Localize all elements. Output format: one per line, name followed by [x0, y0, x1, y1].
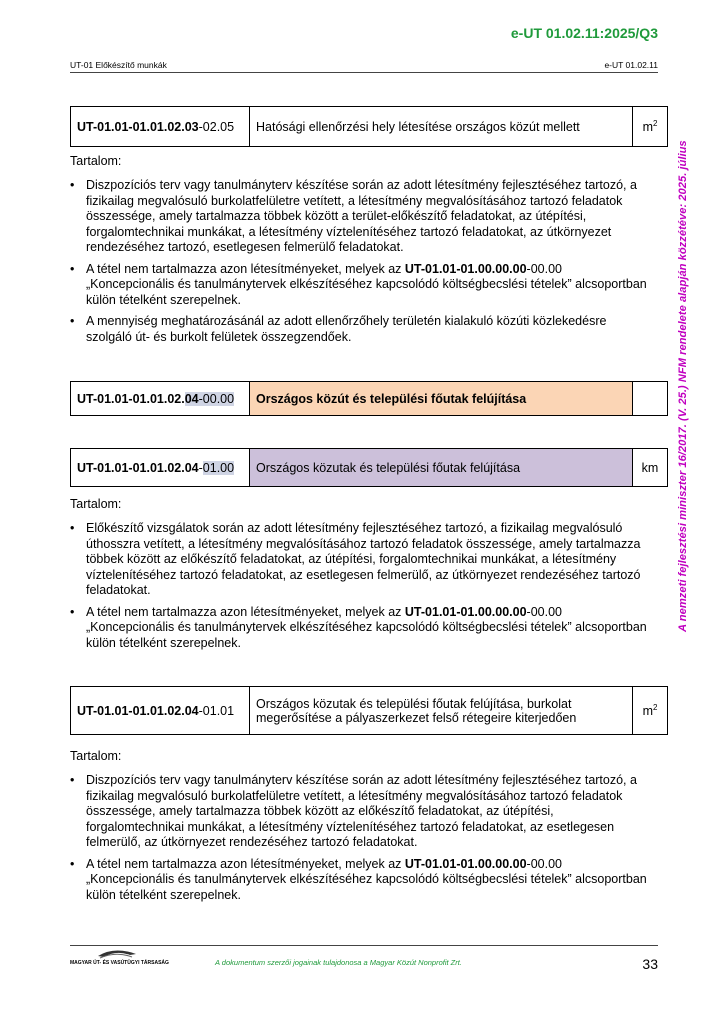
list-item: • A mennyiség meghatározásánál az adott ellenőrzőhely területén kialakuló közúti közlekedésre szolgáló út- és burkolt felületek összegzendőek.: [70, 314, 607, 344]
item-unit: $m^2$: [633, 107, 668, 147]
logo-mark-icon: [70, 947, 162, 971]
item-table-1: [70, 106, 668, 147]
item-table-2: [70, 381, 668, 416]
item-1-bullets: [70, 178, 650, 351]
item-code: UT-01.01-01.01.02.03-02.05: [71, 107, 250, 147]
header-divider: [70, 72, 658, 73]
item-unit: $m^2$: [633, 687, 668, 735]
item-code: UT-01.01-01.01.02.04-01.01: [71, 687, 250, 735]
list-item: • A tétel nem tartalmazza azon létesítményeket, melyek az UT-01.01-01.00.00.00-00.00 „Koncepcionális és tanulmánytervek elkészítéséhez kapcsolódó költségbecslési tételek” alcsoportban külön tételként szerepelnek.: [70, 604, 647, 650]
item-table-3: [70, 448, 668, 487]
doc-reference: e-UT 01.02.11: [604, 60, 658, 70]
item-title: Hatósági ellenőrzési hely létesítése országos közút mellett: [250, 107, 633, 147]
list-item: • A tétel nem tartalmazza azon létesítményeket, melyek az UT-01.01-01.00.00.00-00.00 „Koncepcionális és tanulmánytervek elkészítéséhez kapcsolódó költségbecslési tételek” alcsoportban külön tételként szerepelnek.: [70, 856, 647, 902]
list-item: • Előkészítő vizsgálatok során az adott létesítmény fejlesztéséhez tartozó, a fizikailag megvalósuló úthosszra vetített, a létesítmény megvalósításához tartozó feladatok összessége, amely tartalmazza többek között az előkészítő feladatokat, az útépítési, forgalomtechnikai munkákat, a létesítmény víztelenítéséhez tartozó feladatokat, az esetlegesen felmerülő, az útkörnyezet rendezéséhez tartozó feladatokat.: [70, 521, 641, 597]
list-item: • A tétel nem tartalmazza azon létesítményeket, melyek az UT-01.01-01.00.00.00-00.00 „Koncepcionális és tanulmánytervek elkészítéséhez kapcsolódó költségbecslési tételek” alcsoportban külön tételként szerepelnek.: [70, 261, 647, 307]
item-unit: km: [633, 449, 668, 487]
association-logo: [70, 947, 169, 971]
item-unit: [633, 382, 668, 416]
section-header: UT-01 Előkészítő munkák: [70, 60, 167, 70]
page-number: 33: [642, 956, 658, 972]
list-item: • Diszpozíciós terv vagy tanulmányterv készítése során az adott létesítmény fejlesztéséhez tartozó, a fizikailag megvalósuló burkolatfelületre vetített, a létesítmény megvalósításához tartozó feladatok összessége, amely tartalmazza többek között az előkészítő feladatokat, az útépítési, forgalomtechnikai munkákat, a létesítmény víztelenítéséhez tartozó feladatokat, az esetlegesen felmerülő, az útkörnyezet rendezéséhez tartozó feladatokat.: [70, 773, 637, 849]
item-code: UT-01.01-01.01.02.04-01.00: [71, 449, 250, 487]
footer-divider: [70, 945, 658, 946]
item-code: UT-01.01-01.01.02.04-00.00: [71, 382, 250, 416]
item-table-4: [70, 686, 668, 735]
item-3-bullets: [70, 521, 650, 657]
tartalom-label: Tartalom:: [70, 154, 122, 168]
item-title: Országos közutak és települési főutak felújítása: [250, 449, 633, 487]
tartalom-label: Tartalom:: [70, 497, 122, 511]
item-title: Országos közutak és települési főutak felújítása, burkolat megerősítése a pályaszerkezet felső rétegeire kiterjedően: [250, 687, 633, 735]
side-publication-note: A nemzeti fejlesztési miniszter 16/2017. (V. 25.) NFM rendelete alapján közzétéve: 2025. július: [677, 140, 689, 632]
item-4-bullets: [70, 773, 650, 909]
copyright-notice: A dokumentum szerzői jogainak tulajdonosa a Magyar Közút Nonprofit Zrt.: [215, 958, 462, 967]
logo-text: MAGYAR ÚT- ÉS VASÚTÜGYI TÁRSASÁG: [70, 960, 169, 966]
item-title: Országos közút és települési főutak felújítása: [250, 382, 633, 416]
list-item: • Diszpozíciós terv vagy tanulmányterv készítése során az adott létesítmény fejlesztéséhez tartozó, a fizikailag megvalósuló burkolatfelületre vetített, a létesítmény megvalósításához tartozó feladatok összessége, amely tartalmazza többek között a terület-előkészítő feladatokat, az útépítési, forgalomtechnikai munkákat, a létesítmény víztelenítéséhez tartozó feladatokat, az útkörnyezet rendezéséhez tartozó, esetlegesen felmerülő feladatokat.: [70, 178, 637, 254]
tartalom-label: Tartalom:: [70, 749, 122, 763]
document-code: e-UT 01.02.11:2025/Q3: [510, 25, 658, 41]
